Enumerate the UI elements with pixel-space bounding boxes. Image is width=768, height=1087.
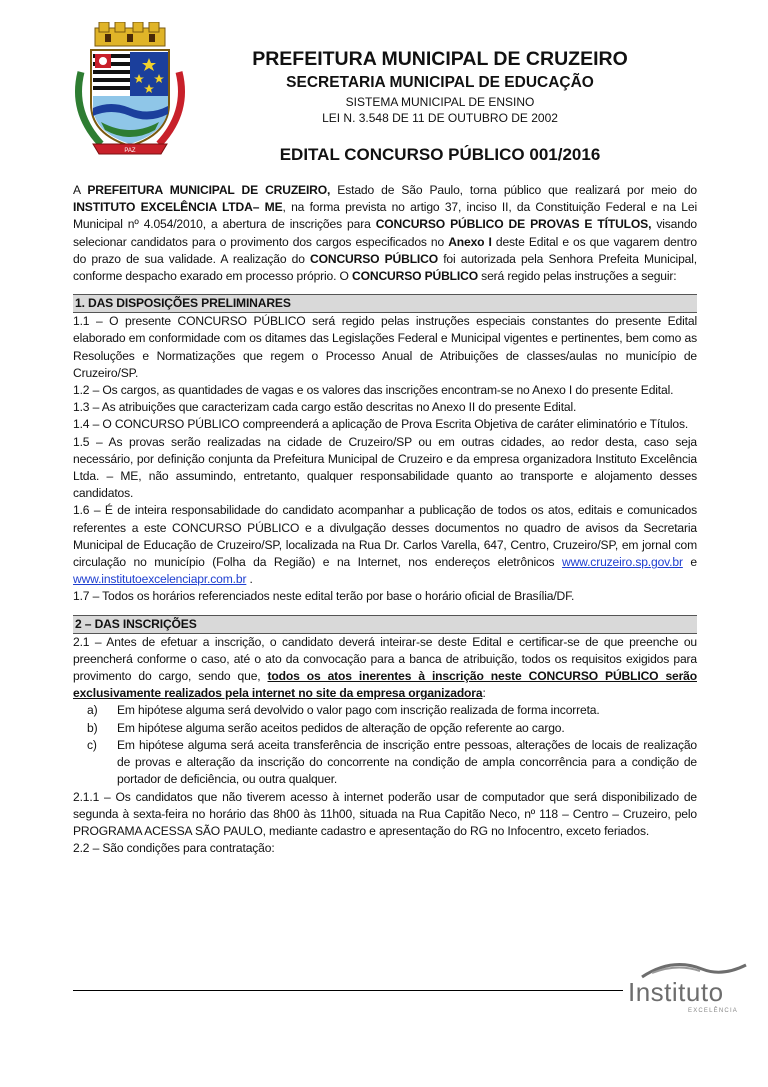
- intro-paragraph: A PREFEITURA MUNICIPAL DE CRUZEIRO, Estado de São Paulo, torna público que realizará por meio do INSTITUTO EXCELÊNCIA LTDA– ME, na forma prevista no artigo 37, inciso II, da Constituição Federal e na Lei Municipal nº 4.054/2010, a abertura de inscrições para CONCURSO PÚBLICO DE PROVAS E TÍTULOS, visando selecionar candidatos para o provimento dos cargos especificados no Anexo I deste Edital e os que vagarem dentro do prazo de sua validade. A realização do CONCURSO PÚBLICO foi autorizada pela Senhora Prefeita Municipal, conforme despacho exarado em processo próprio. O CONCURSO PÚBLICO será regido pelas instruções a seguir:: [73, 183, 698, 284]
- instituto-logo-subtext: EXCELÊNCIA: [688, 1008, 739, 1014]
- edital-title: EDITAL CONCURSO PÚBLICO 001/2016: [279, 145, 601, 164]
- instituto-logo-text: Instituto: [628, 977, 724, 1007]
- header-line-4: LEI N. 3.548 DE 11 DE OUTUBRO DE 2002: [322, 111, 558, 125]
- item-1-4: 1.4 – O CONCURSO PÚBLICO compreenderá a aplicação de Prova Escrita Objetiva de caráter eliminatório e Títulos.: [73, 417, 689, 432]
- footer-divider: [73, 990, 623, 991]
- item-1-1: 1.1 – O presente CONCURSO PÚBLICO será regido pelas instruções especiais constantes do presente Edital elaborado em conformidade com os ditames das Legislações Federal e Municipal vigentes e pertinentes, bem como as Resoluções e Normatizações que regem o Processo Anual de Atribuições de classes/aulas no município de Cruzeiro/SP.: [73, 314, 697, 380]
- list-item: a) Em hipótese alguma será devolvido o valor pago com inscrição realizada de forma incorreta.: [87, 703, 600, 718]
- section-1-heading: 1. DAS DISPOSIÇÕES PRELIMINARES: [73, 294, 697, 313]
- item-1-7: 1.7 – Todos os horários referenciados neste edital terão por base o horário oficial de Brasília/DF.: [73, 589, 575, 604]
- crest-ribbon-text: PAZ: [124, 148, 136, 154]
- link-instituto-site[interactable]: www.institutoexcelenciapr.com.br: [73, 572, 247, 587]
- crown-icon: [95, 22, 165, 46]
- item-1-3: 1.3 – As atribuições que caracterizam cada cargo estão descritas no Anexo II do presente Edital.: [73, 400, 577, 415]
- item-1-5: 1.5 – As provas serão realizadas na cidade de Cruzeiro/SP ou em outras cidades, ao redor desta, caso seja necessário, por definição conjunta da Prefeitura Municipal de Cruzeiro e da empresa organizadora Instituto Excelência Ltda. – ME, não assumindo, entretanto, qualquer responsabilidade quanto ao transporte e alojamento desses candidatos.: [73, 434, 697, 501]
- section-2-heading: 2 – DAS INSCRIÇÕES: [73, 615, 697, 634]
- flag-stripes-icon: [93, 52, 130, 96]
- municipal-crest-logo: [71, 22, 189, 162]
- header-line-2: SECRETARIA MUNICIPAL DE EDUCAÇÃO: [286, 74, 594, 91]
- list-item: b) Em hipótese alguma serão aceitos pedidos de alteração de opção referente ao cargo.: [87, 720, 565, 735]
- header-line-1: PREFEITURA MUNICIPAL DE CRUZEIRO: [252, 48, 628, 70]
- item-1-6: 1.6 – É de inteira responsabilidade do candidato acompanhar a publicação de todos os atos, editais e comunicados referentes a este CONCURSO PÚBLICO e a divulgação desses documentos no quadro de avisos da Secretaria Municipal de Educação de Cruzeiro/SP, localizada na Rua Dr. Carlos Varella, 647, Centro, Cruzeiro/SP, em jornal com circulação no município (Folha da Região) e na Internet, nos endereços eletrônicos www.cruzeiro.sp.gov.br e www.institutoexcelenciapr.com.br .: [73, 503, 697, 587]
- item-1-2: 1.2 – Os cargos, as quantidades de vagas e os valores das inscrições encontram-se no Anexo I do presente Edital.: [73, 383, 674, 398]
- header-line-3: SISTEMA MUNICIPAL DE ENSINO: [345, 95, 535, 109]
- list-item: c) Em hipótese alguma será aceita transferência de inscrição entre pessoas, alterações de locais de realização de provas e alteração da inscrição do concorrente na condição de ampla concorrência para a condição de portador de deficiência, ou outra qualquer.: [87, 737, 697, 787]
- condition-list: [73, 702, 697, 788]
- document-body: [73, 182, 697, 857]
- item-2-1: 2.1 – Antes de efetuar a inscrição, o candidato deverá inteirar-se deste Edital e certificar-se de que preenche ou preencherá conforme o caso, até o ato da convocação para a banca de atribuição, todos os requisitos exigidos para provimento do cargo, sendo que, todos os atos inerentes à inscrição neste CONCURSO PÚBLICO serão exclusivamente realizados pela internet no site da empresa organizadora:: [73, 634, 697, 701]
- item-2-1-1: 2.1.1 – Os candidatos que não tiverem acesso à internet poderão usar de computador que será disponibilizado de segunda à sexta-feira no horário das 8h00 às 11h00, situada na Rua Capitão Neco, nº 118 – Centro – Cruzeiro, pelo PROGRAMA ACESSA SÃO PAULO, mediante cadastro e apresentação do RG no Infocentro, exceto feriados.: [73, 789, 697, 838]
- item-2-2: 2.2 – São condições para contratação:: [73, 841, 275, 856]
- link-cruzeiro-site[interactable]: www.cruzeiro.sp.gov.br: [562, 555, 683, 570]
